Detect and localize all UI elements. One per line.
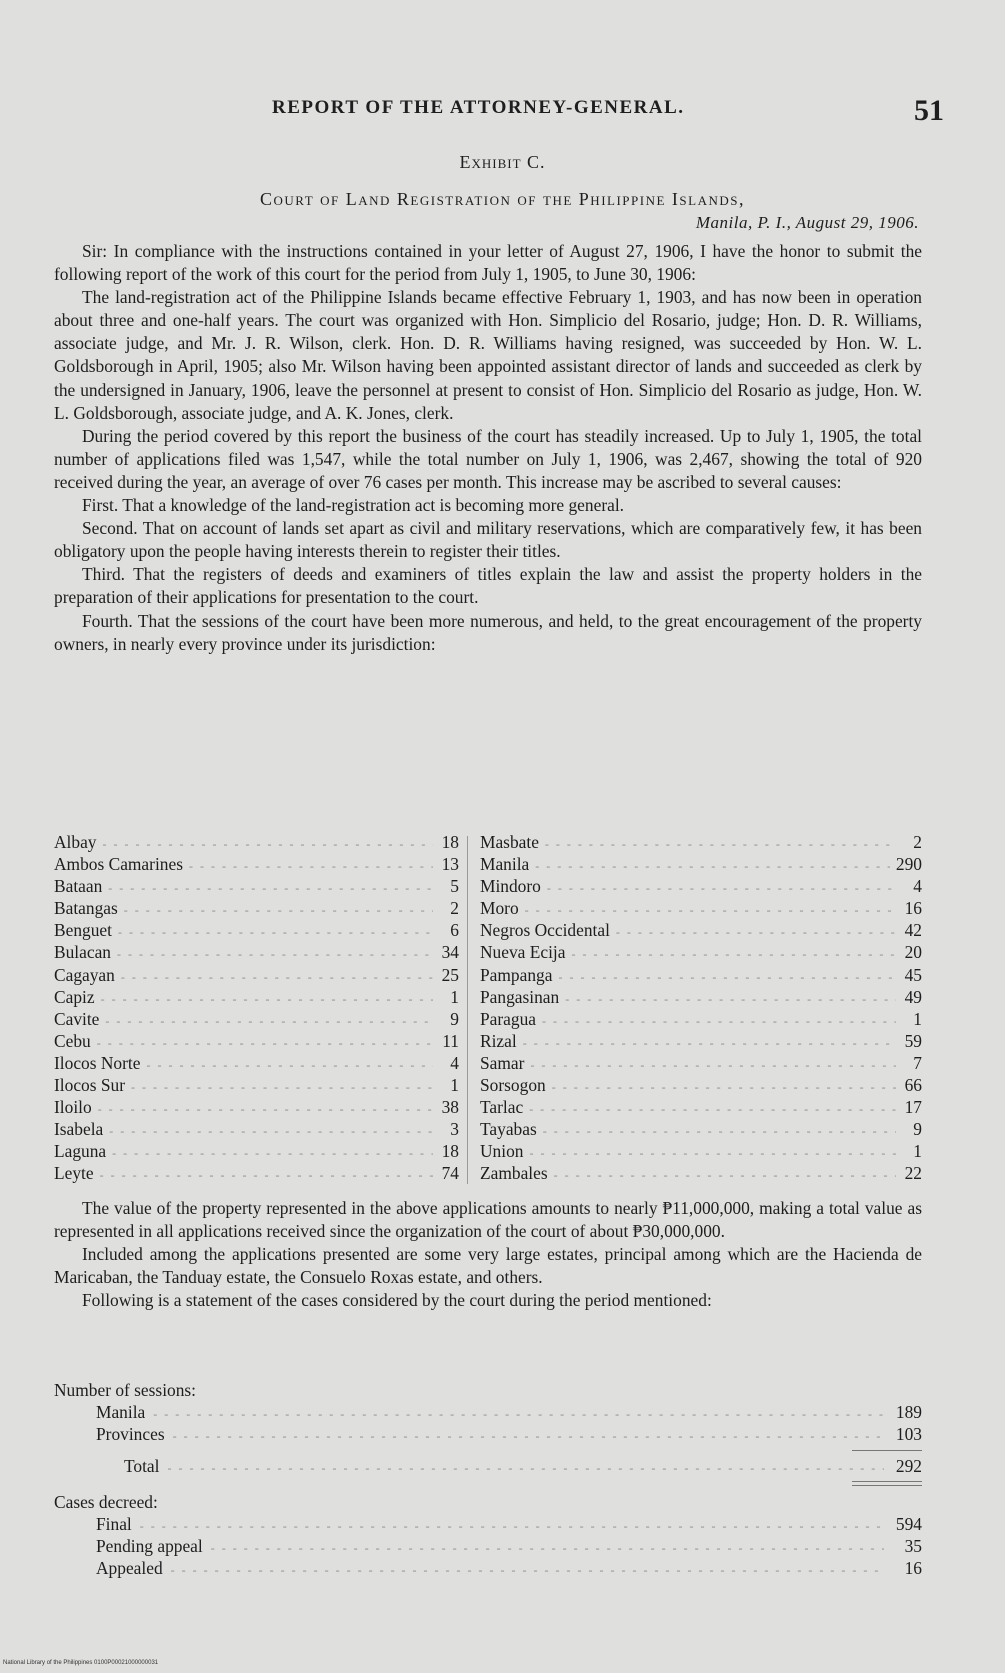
- province-row: [54, 1119, 459, 1141]
- leader-dots: [535, 859, 890, 874]
- province-row-count: 2: [450, 898, 459, 919]
- province-row: [480, 1053, 922, 1075]
- leader-dots: [118, 925, 433, 940]
- province-row-name: Tarlac: [480, 1097, 524, 1118]
- leader-dots: [558, 970, 896, 985]
- province-sessions-table: [54, 832, 922, 1187]
- province-row: [54, 987, 459, 1009]
- paragraph: The land-registration act of the Philippine Islands became effective February 1, 1903, and has now been in operation about three and one-half years. The court was organized with Hon. Simplicio del Rosario, judge; Hon. D. R. Williams, associate judge, and Mr. J. R. Wilson, clerk. Hon. D. R. Williams having resigned, was succeeded by Hon. W. L. Goldsborough in April, 1905; also Mr. Wilson having been appointed assistant director of lands and succeeded as clerk by the undersigned in January, 1906, leave the personnel at present to consist of Hon. Simplicio del Rosario as judge, Hon. W. L. Goldsborough, associate judge, and A. K. Jones, clerk.: [54, 287, 922, 423]
- summary-body: [54, 1197, 922, 1312]
- province-row-count: 34: [441, 942, 459, 963]
- province-row: [480, 854, 922, 876]
- province-row-count: 1: [450, 986, 459, 1007]
- page-header: [50, 94, 950, 134]
- province-row-count: 6: [450, 920, 459, 941]
- province-row-count: 18: [441, 832, 459, 852]
- leader-dots: [131, 1080, 433, 1095]
- session-row-name: Manila: [96, 1402, 146, 1422]
- leader-dots: [97, 1036, 433, 1051]
- paragraph: During the period covered by this report the business of the court has steadily increased. Up to July 1, 1905, the total number of applications filed was 1,547, while the total number on July 1, 1906, was 2,467, showing the total of 920 received during the year, an average of over 76 cases per month. This increase may be ascribed to several causes:: [54, 425, 922, 492]
- province-row-name: Batangas: [54, 898, 118, 919]
- province-row-count: 42: [904, 920, 922, 941]
- case-row-name: Appealed: [96, 1558, 163, 1578]
- leader-dots: [542, 1014, 896, 1029]
- leader-dots: [101, 992, 433, 1007]
- leader-dots: [103, 837, 433, 852]
- leader-dots: [552, 1080, 896, 1095]
- province-row: [54, 1031, 459, 1053]
- province-row: [480, 1075, 922, 1097]
- leader-dots: [140, 1519, 884, 1534]
- column-divider: [467, 836, 468, 1184]
- province-row-name: Bulacan: [54, 942, 111, 963]
- session-row: [54, 1402, 922, 1424]
- province-row: [480, 965, 922, 987]
- province-row: [54, 965, 459, 987]
- paragraph: Second. That on account of lands set apart as civil and military reservations, which are comparatively few, it has been obligatory upon the people having interests therein to register their titles.: [54, 518, 922, 562]
- leader-dots: [100, 1168, 433, 1183]
- province-row-name: Isabela: [54, 1119, 104, 1140]
- province-row: [480, 1031, 922, 1053]
- leader-dots: [211, 1541, 884, 1556]
- leader-dots: [565, 992, 896, 1007]
- leader-dots: [545, 837, 896, 852]
- province-row-name: Ambos Camarines: [54, 854, 183, 875]
- province-row-count: 290: [895, 854, 922, 875]
- province-row-name: Pangasinan: [480, 986, 560, 1007]
- province-row-count: 2: [913, 832, 922, 852]
- paragraph: The value of the property represented in the above applications amounts to nearly ₱11,000,000, making a total value as represented in all applications received since the organization of the court of about ₱30,000,000.: [54, 1198, 922, 1241]
- paragraph: Included among the applications presented are some very large estates, principal among which are the Hacienda de Maricaban, the Tanduay estate, the Consuelo Roxas estate, and others.: [54, 1244, 922, 1287]
- province-row-name: Iloilo: [54, 1097, 92, 1118]
- leader-dots: [171, 1563, 884, 1578]
- province-row: [480, 987, 922, 1009]
- dateline: Manila, P. I., August 29, 1906.: [695, 213, 919, 232]
- province-row: [54, 1075, 459, 1097]
- province-row-count: 11: [442, 1030, 459, 1051]
- case-row-name: Final: [96, 1514, 132, 1534]
- province-row-name: Masbate: [480, 832, 539, 852]
- province-column-left: [54, 832, 459, 1186]
- province-row-name: Negros Occidental: [480, 920, 610, 941]
- paragraph: First. That a knowledge of the land-registration act is becoming more general.: [82, 495, 625, 516]
- leader-dots: [189, 859, 433, 874]
- province-row-name: Moro: [480, 898, 519, 919]
- province-row: [54, 854, 459, 876]
- province-row: [480, 920, 922, 942]
- province-row-count: 49: [904, 986, 922, 1007]
- page-number: 51: [914, 94, 944, 127]
- case-row: [54, 1514, 922, 1536]
- case-row-count: 594: [895, 1514, 922, 1534]
- paragraph: Following is a statement of the cases considered by the court during the period mentioned:: [82, 1290, 712, 1310]
- exhibit-heading: Exhibit C.: [459, 152, 546, 172]
- court-title: Court of Land Registration of the Philippine Islands,: [260, 189, 745, 209]
- province-row-count: 38: [441, 1097, 459, 1118]
- leader-dots: [543, 1124, 896, 1139]
- province-row-name: Rizal: [480, 1030, 517, 1051]
- province-row-name: Cebu: [54, 1030, 91, 1051]
- province-row: [54, 1141, 459, 1163]
- session-row: [54, 1424, 922, 1446]
- library-footer-note: National Library of the Philippines 0100P00021000000031: [3, 1660, 159, 1666]
- sessions-heading: Number of sessions:: [54, 1380, 197, 1400]
- province-row-name: Pampanga: [480, 964, 553, 985]
- province-row: [54, 1009, 459, 1031]
- province-row-count: 20: [904, 942, 922, 963]
- province-row-count: 74: [441, 1163, 459, 1184]
- leader-dots: [105, 1014, 433, 1029]
- province-row-name: Sorsogon: [480, 1075, 546, 1096]
- province-row-count: 25: [441, 964, 459, 985]
- province-row-count: 4: [450, 1052, 459, 1073]
- province-row: [54, 1163, 459, 1185]
- province-row: [54, 898, 459, 920]
- province-row: [480, 1097, 922, 1119]
- province-row-count: 9: [450, 1008, 459, 1029]
- leader-dots: [547, 881, 896, 896]
- total-value: 292: [895, 1456, 922, 1476]
- leader-dots: [530, 1058, 896, 1073]
- province-row: [54, 920, 459, 942]
- province-row-name: Bataan: [54, 876, 103, 897]
- leader-dots: [112, 1146, 433, 1161]
- leader-dots: [525, 903, 896, 918]
- province-row-count: 7: [913, 1052, 922, 1073]
- case-row-count: 16: [904, 1558, 922, 1578]
- province-row-count: 1: [913, 1141, 922, 1162]
- leader-dots: [529, 1146, 896, 1161]
- province-row-count: 4: [913, 876, 922, 897]
- case-row: [54, 1536, 922, 1558]
- province-row-count: 1: [450, 1075, 459, 1096]
- province-row-name: Nueva Ecija: [480, 942, 566, 963]
- province-column-right: [480, 832, 922, 1186]
- province-row-count: 45: [904, 964, 922, 985]
- total-rule: [54, 1446, 922, 1456]
- province-row: [480, 832, 922, 854]
- leader-dots: [117, 947, 433, 962]
- province-row: [480, 1141, 922, 1163]
- province-row: [54, 942, 459, 964]
- province-row: [54, 876, 459, 898]
- province-row: [480, 876, 922, 898]
- province-row-name: Ilocos Norte: [54, 1052, 141, 1073]
- province-row-name: Manila: [480, 854, 530, 875]
- province-row-count: 3: [450, 1119, 459, 1140]
- province-row: [54, 1097, 459, 1119]
- province-row: [480, 1119, 922, 1141]
- province-row-count: 66: [904, 1075, 922, 1096]
- province-row: [480, 1163, 922, 1185]
- paragraph: Third. That the registers of deeds and examiners of titles explain the law and assist the property holders in the preparation of their applications for presentation to the court.: [54, 564, 922, 608]
- province-row-count: 9: [913, 1119, 922, 1140]
- leader-dots: [523, 1036, 896, 1051]
- session-row-name: Provinces: [96, 1424, 165, 1444]
- total-label: Total: [124, 1456, 160, 1476]
- case-row-name: Pending appeal: [96, 1536, 203, 1556]
- province-row: [480, 942, 922, 964]
- leader-dots: [121, 970, 433, 985]
- province-row-count: 59: [904, 1030, 922, 1051]
- province-row-name: Cavite: [54, 1008, 100, 1029]
- province-row-name: Laguna: [54, 1141, 107, 1162]
- province-row-name: Mindoro: [480, 876, 541, 897]
- province-row-count: 1: [913, 1008, 922, 1029]
- sessions-total-row: [54, 1456, 922, 1478]
- session-row-count: 189: [895, 1402, 922, 1422]
- leader-dots: [153, 1407, 884, 1422]
- session-row-count: 103: [895, 1424, 922, 1444]
- leader-dots: [616, 925, 896, 940]
- province-row-name: Tayabas: [480, 1119, 537, 1140]
- case-statistics: [54, 1380, 922, 1580]
- province-row: [54, 1053, 459, 1075]
- province-row-count: 16: [904, 898, 922, 919]
- leader-dots: [173, 1429, 884, 1444]
- province-row-count: 22: [904, 1163, 922, 1184]
- running-head: REPORT OF THE ATTORNEY-GENERAL.: [272, 97, 685, 118]
- leader-dots: [571, 947, 896, 962]
- leader-dots: [109, 1124, 433, 1139]
- province-row-name: Ilocos Sur: [54, 1075, 126, 1096]
- province-row-name: Albay: [54, 832, 97, 852]
- province-row-count: 13: [441, 854, 459, 875]
- paragraph: Sir: In compliance with the instructions contained in your letter of August 27, 1906, I have the honor to submit the following report of the work of this court for the period from July 1, 1905, to June 30, 1906:: [54, 241, 922, 285]
- province-row: [480, 898, 922, 920]
- province-row-name: Zambales: [480, 1163, 548, 1184]
- leader-dots: [108, 881, 433, 896]
- leader-dots: [529, 1102, 896, 1117]
- leader-dots: [554, 1168, 896, 1183]
- province-row-name: Leyte: [54, 1163, 94, 1184]
- province-row-name: Union: [480, 1141, 524, 1162]
- cases-heading: Cases decreed:: [54, 1492, 158, 1512]
- double-rule: [54, 1478, 922, 1492]
- paragraph: Fourth. That the sessions of the court have been more numerous, and held, to the great encouragement of the property owners, in nearly every province under its jurisdiction:: [54, 610, 922, 654]
- letter-body: [54, 240, 922, 656]
- leader-dots: [124, 903, 433, 918]
- province-row-name: Benguet: [54, 920, 112, 941]
- leader-dots: [98, 1102, 433, 1117]
- province-row-name: Samar: [480, 1052, 525, 1073]
- case-row: [54, 1558, 922, 1580]
- province-row-name: Capiz: [54, 986, 95, 1007]
- province-row-name: Paragua: [480, 1008, 537, 1029]
- province-row-name: Cagayan: [54, 964, 115, 985]
- case-row-count: 35: [904, 1536, 922, 1556]
- province-row-count: 5: [450, 876, 459, 897]
- province-row: [54, 832, 459, 854]
- leader-dots: [146, 1058, 433, 1073]
- province-row-count: 18: [441, 1141, 459, 1162]
- province-row: [480, 1009, 922, 1031]
- province-row-count: 17: [904, 1097, 922, 1118]
